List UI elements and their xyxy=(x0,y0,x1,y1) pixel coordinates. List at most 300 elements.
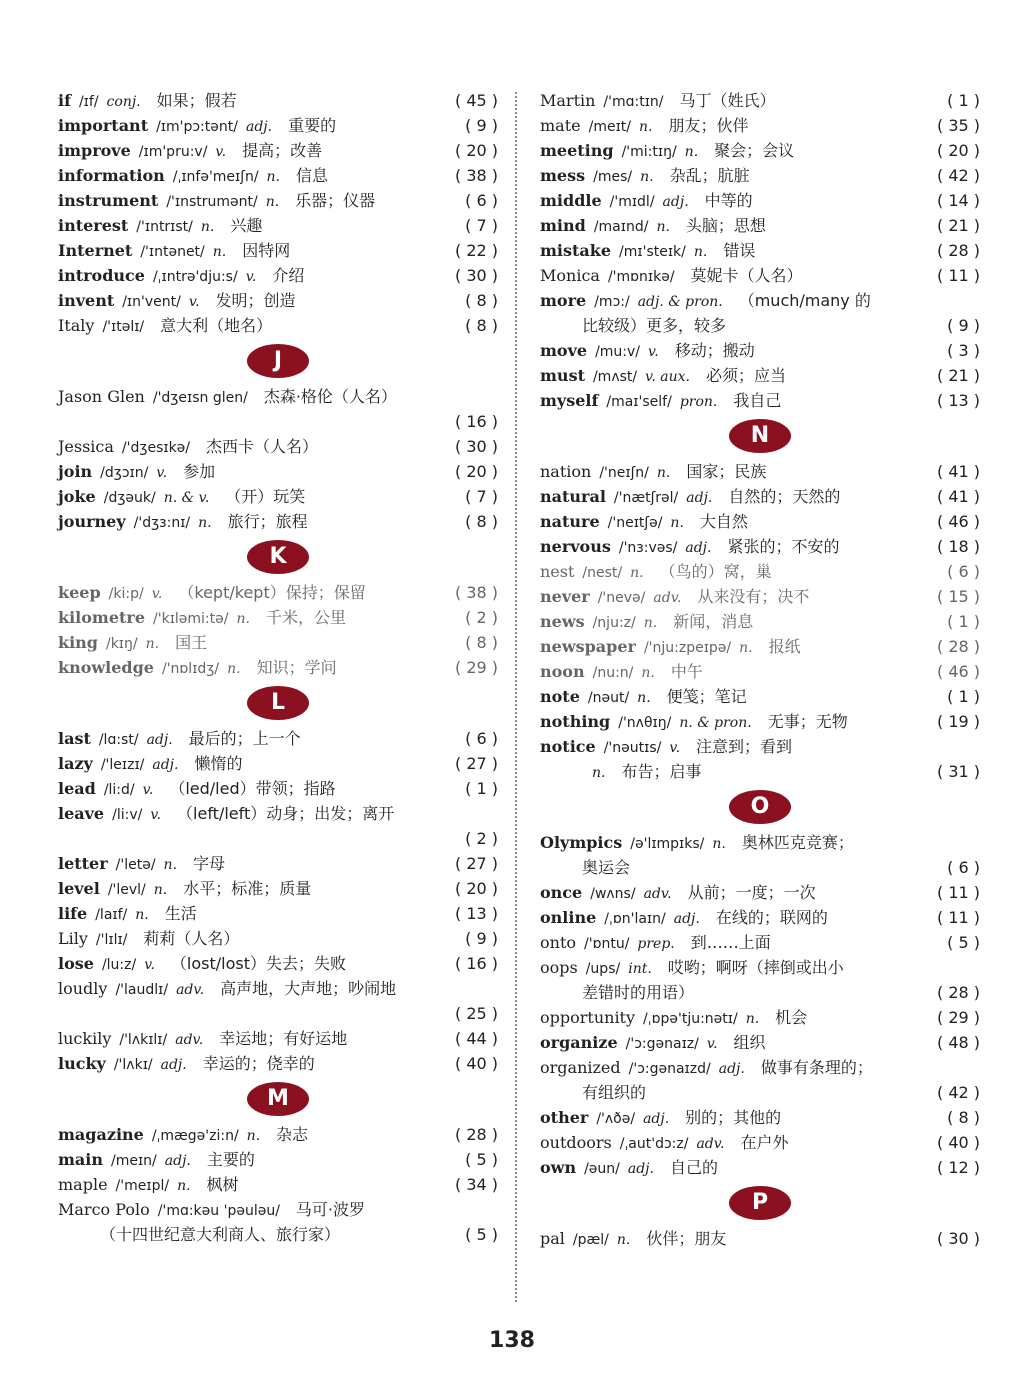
entry-unit-number: ( 18 ) xyxy=(936,537,980,556)
letter-header xyxy=(540,1180,980,1226)
entry-meaning: 哎哟；啊呀（摔倒或出小 xyxy=(667,958,844,977)
letter-header xyxy=(58,338,498,384)
entry-row xyxy=(58,1026,498,1051)
entry-unit-number: ( 42 ) xyxy=(936,1083,980,1102)
entry-part-of-speech: adj. & pron. xyxy=(637,294,723,310)
entry-part-of-speech: v. xyxy=(150,807,162,823)
entry-meaning: 信息 xyxy=(296,166,329,185)
entry-row xyxy=(58,213,498,238)
entry-unit-number: ( 9 ) xyxy=(465,116,498,135)
entry-word: introduce xyxy=(58,266,145,285)
entry-unit-number: ( 30 ) xyxy=(454,437,498,456)
entry-unit-number: ( 11 ) xyxy=(936,908,980,927)
entry-phonetic: /'mɪdl/ xyxy=(609,194,655,210)
entry-word: maple xyxy=(58,1175,108,1194)
entry-unit-number: ( 27 ) xyxy=(454,854,498,873)
entry-phonetic: /'lʌkɪlɪ/ xyxy=(119,1032,168,1048)
entry-row xyxy=(58,1122,498,1147)
entry-unit-number: ( 28 ) xyxy=(936,983,980,1002)
entry-row xyxy=(58,951,498,976)
entry-row xyxy=(58,1051,498,1076)
entry-phonetic: /mɔ:/ xyxy=(594,294,630,310)
entry-meaning: 杰森·格伦（人名） xyxy=(263,387,397,406)
entry-unit-number: ( 46 ) xyxy=(936,662,980,681)
entry-meaning: 做事有条理的； xyxy=(760,1058,873,1077)
entry-word: nervous xyxy=(540,537,611,556)
entry-meaning: 高声地，大声地；吵闹地 xyxy=(220,979,397,998)
entry-word: luckily xyxy=(58,1029,112,1048)
entry-word: must xyxy=(540,366,585,385)
letter-badge: P xyxy=(729,1186,791,1220)
entry-meaning: 自己的 xyxy=(669,1158,718,1177)
letter-badge: L xyxy=(247,686,309,720)
entry-meaning: 介绍 xyxy=(272,266,305,285)
entry-phonetic: /'leɪzɪ/ xyxy=(100,757,145,773)
letter-badge: J xyxy=(247,344,309,378)
entry-part-of-speech: v. xyxy=(156,465,168,481)
entry-unit-number: ( 7 ) xyxy=(465,487,498,506)
entry-row xyxy=(58,434,498,459)
entry-unit-number: ( 30 ) xyxy=(454,266,498,285)
entry-row xyxy=(58,138,498,163)
entry-row xyxy=(540,288,980,313)
entry-part-of-speech: n. xyxy=(640,169,654,185)
right-column xyxy=(540,88,980,1251)
letter-badge: K xyxy=(247,540,309,574)
entry-part-of-speech: v. xyxy=(245,269,257,285)
entry-phonetic: /ˌɪnfə'meɪʃn/ xyxy=(172,169,259,185)
entry-unit-number: ( 9 ) xyxy=(465,929,498,948)
entry-unit-number: ( 28 ) xyxy=(454,1125,498,1144)
entry-unit-number: ( 6 ) xyxy=(465,729,498,748)
entry-phonetic: /'neɪtʃə/ xyxy=(607,515,663,531)
entry-word: join xyxy=(58,462,93,481)
letter-header xyxy=(540,413,980,459)
entry-meaning: 中等的 xyxy=(704,191,753,210)
entry-meaning: 杂志 xyxy=(276,1125,309,1144)
entry-row xyxy=(58,580,498,605)
entry-part-of-speech: n. xyxy=(227,661,241,677)
entry-unit-number: ( 45 ) xyxy=(454,91,498,110)
entry-word: joke xyxy=(58,487,96,506)
entry-unit-number: ( 12 ) xyxy=(936,1158,980,1177)
entry-word: Jason Glen xyxy=(58,387,145,406)
entry-word: leave xyxy=(58,804,105,823)
entry-row xyxy=(540,163,980,188)
entry-part-of-speech: v. xyxy=(648,344,659,360)
entry-phonetic: /'nəutɪs/ xyxy=(603,740,662,756)
entry-part-of-speech: adj. xyxy=(662,194,689,210)
entry-part-of-speech: n. xyxy=(656,219,670,235)
entry-unit-number: ( 14 ) xyxy=(936,191,980,210)
entry-part-of-speech: n. xyxy=(236,611,250,627)
letter-badge: O xyxy=(729,790,791,824)
entry-word: note xyxy=(540,687,580,706)
entry-phonetic: /'mɑ:kəu 'pəuləu/ xyxy=(157,1203,280,1219)
entry-unit-number: ( 28 ) xyxy=(936,637,980,656)
entry-unit-number: ( 3 ) xyxy=(947,341,980,360)
entry-part-of-speech: adj. xyxy=(685,540,712,556)
entry-phonetic: /'ɔ:gənaɪz/ xyxy=(625,1036,699,1052)
entry-meaning: （led/led）带领；指路 xyxy=(169,779,336,798)
entry-row xyxy=(540,955,980,980)
entry-meaning: 大自然 xyxy=(699,512,748,531)
entry-unit-number: ( 7 ) xyxy=(465,216,498,235)
entry-phonetic: /dʒɔɪn/ xyxy=(100,465,149,481)
entry-phonetic: /maɪ'self/ xyxy=(606,394,672,410)
entry-phonetic: /'kɪləmi:tə/ xyxy=(153,611,229,627)
entry-phonetic: /'levl/ xyxy=(107,882,146,898)
entry-unit-number: ( 2 ) xyxy=(465,608,498,627)
entry-unit-number: ( 8 ) xyxy=(465,512,498,531)
entry-unit-number: ( 40 ) xyxy=(936,1133,980,1152)
entry-row xyxy=(58,630,498,655)
entry-meaning: 机会 xyxy=(775,1008,808,1027)
entry-row xyxy=(540,338,980,363)
entry-word: organize xyxy=(540,1033,618,1052)
entry-word: mind xyxy=(540,216,586,235)
entry-phonetic: /'dʒɜ:nɪ/ xyxy=(133,515,191,531)
entry-part-of-speech: n. xyxy=(145,636,160,652)
entry-meaning: 莫妮卡（人名） xyxy=(690,266,803,285)
entry-unit-number: ( 44 ) xyxy=(454,1029,498,1048)
entry-word: lucky xyxy=(58,1054,106,1073)
entry-phonetic: /ˌɒpə'tju:nətɪ/ xyxy=(643,1011,738,1027)
entry-part-of-speech: adj. xyxy=(164,1153,191,1169)
entry-meaning-cont: 比较级）更多，较多 xyxy=(582,316,727,335)
entry-phonetic: /'nætʃrəl/ xyxy=(613,490,679,506)
entry-word: lazy xyxy=(58,754,93,773)
entry-word: onto xyxy=(540,933,576,952)
entry-meaning: 头脑；思想 xyxy=(685,216,766,235)
entry-meaning: 国家；民族 xyxy=(686,462,767,481)
entry-meaning: 旅行；旅程 xyxy=(227,512,308,531)
entry-part-of-speech: adj. xyxy=(160,1057,187,1073)
entry-phonetic: /meɪn/ xyxy=(111,1153,157,1169)
entry-part-of-speech: n. xyxy=(200,219,215,235)
entry-unit-number: ( 29 ) xyxy=(454,658,498,677)
entry-word: mess xyxy=(540,166,586,185)
entry-phonetic: /lɑ:st/ xyxy=(98,732,139,748)
entry-word: invent xyxy=(58,291,115,310)
entry-row xyxy=(58,113,498,138)
entry-row xyxy=(58,1147,498,1172)
entry-word: natural xyxy=(540,487,606,506)
entry-part-of-speech: n. xyxy=(212,244,227,260)
entry-phonetic: /ɪm'pɔ:tənt/ xyxy=(156,119,238,135)
entry-part-of-speech: adj. xyxy=(686,490,713,506)
entry-meaning: 千米，公里 xyxy=(265,608,346,627)
entry-meaning: 组织 xyxy=(733,1033,766,1052)
entry-part-of-speech: n. xyxy=(656,465,671,481)
entry-row xyxy=(540,609,980,634)
entry-meaning: 从来没有；决不 xyxy=(697,587,810,606)
entry-part-of-speech: adv. xyxy=(176,982,205,998)
entry-meaning: 马丁（姓氏） xyxy=(679,91,776,110)
entry-unit-number: ( 16 ) xyxy=(454,954,498,973)
entry-unit-number: ( 38 ) xyxy=(454,166,498,185)
entry-meaning: 杰西卡（人名） xyxy=(206,437,319,456)
entry-row xyxy=(58,851,498,876)
entry-row xyxy=(540,1055,980,1080)
entry-unit-number: ( 28 ) xyxy=(936,241,980,260)
entry-unit-number: ( 9 ) xyxy=(947,316,980,335)
entry-unit-number: ( 1 ) xyxy=(947,91,980,110)
entry-row xyxy=(540,1105,980,1130)
entry-part-of-speech: v. aux. xyxy=(645,369,690,385)
entry-unit-number: ( 11 ) xyxy=(936,883,980,902)
entry-phonetic: /'lɪlɪ/ xyxy=(95,932,128,948)
entry-meaning: 懒惰的 xyxy=(194,754,243,773)
entry-continuation xyxy=(540,855,980,880)
entry-row xyxy=(540,138,980,163)
entry-word: once xyxy=(540,883,583,902)
entry-unit-number: ( 20 ) xyxy=(936,141,980,160)
entry-row xyxy=(58,88,498,113)
entry-word: organized xyxy=(540,1058,621,1077)
entry-unit-number: ( 48 ) xyxy=(936,1033,980,1052)
entry-phonetic: /'ɪntənet/ xyxy=(140,244,205,260)
entry-meaning: 生活 xyxy=(164,904,197,923)
entry-word: king xyxy=(58,633,98,652)
entry-row xyxy=(540,1030,980,1055)
entry-word: mistake xyxy=(540,241,612,260)
entry-part-of-speech: n. xyxy=(265,194,280,210)
entry-phonetic: /'nɜ:vəs/ xyxy=(618,540,678,556)
entry-word: knowledge xyxy=(58,658,154,677)
entry-part-of-speech: n. xyxy=(745,1011,760,1027)
entry-meaning: 聚会；会议 xyxy=(714,141,795,160)
entry-row xyxy=(540,188,980,213)
entry-phonetic: /'nevə/ xyxy=(597,590,646,606)
entry-phonetic: /dʒəuk/ xyxy=(103,490,156,506)
letter-header xyxy=(540,784,980,830)
entry-row xyxy=(540,734,980,759)
entry-part-of-speech: n. xyxy=(684,144,699,160)
entry-meaning: 无事；无物 xyxy=(767,712,848,731)
entry-meaning-cont: 有组织的 xyxy=(582,1083,647,1102)
entry-part-of-speech: prep. xyxy=(637,936,675,952)
entry-unit-number: ( 5 ) xyxy=(465,1150,498,1169)
entry-unit-number: ( 20 ) xyxy=(454,462,498,481)
entry-meaning: 如果；假若 xyxy=(156,91,237,110)
entry-unit-number: ( 11 ) xyxy=(936,266,980,285)
entry-word: loudly xyxy=(58,979,108,998)
entry-part-of-speech: adv. xyxy=(175,1032,204,1048)
entry-meaning: 便笺；笔记 xyxy=(666,687,747,706)
entry-word: never xyxy=(540,587,590,606)
entry-meaning: 发明；创造 xyxy=(215,291,296,310)
entry-row xyxy=(540,1130,980,1155)
entry-phonetic: /'mɑ:tɪn/ xyxy=(603,94,664,110)
entry-word: noon xyxy=(540,662,585,681)
entry-phonetic: /ɪf/ xyxy=(78,94,99,110)
entry-phonetic: /'meɪpl/ xyxy=(115,1178,170,1194)
entry-part-of-speech: n. & v. xyxy=(163,490,210,506)
entry-phonetic: /'laudlɪ/ xyxy=(115,982,169,998)
entry-unit-number: ( 27 ) xyxy=(454,754,498,773)
entry-meaning: （left/left）动身；出发；离开 xyxy=(177,804,395,823)
entry-meaning: 注意到；看到 xyxy=(696,737,793,756)
letter-badge: N xyxy=(729,419,791,453)
entry-unit-number: ( 1 ) xyxy=(947,612,980,631)
entry-word: Martin xyxy=(540,91,596,110)
entry-unit-number: ( 41 ) xyxy=(936,487,980,506)
entry-continuation xyxy=(540,980,980,1005)
entry-meaning: 从前；一度；一次 xyxy=(687,883,816,902)
entry-row xyxy=(540,559,980,584)
entry-row xyxy=(58,976,498,1001)
entry-row xyxy=(540,634,980,659)
entry-phonetic: /mu:v/ xyxy=(595,344,641,360)
entry-meaning: 朋友；伙伴 xyxy=(668,116,749,135)
entry-phonetic: /'dʒesɪkə/ xyxy=(121,440,191,456)
entry-part-of-speech: v. xyxy=(151,586,163,602)
entry-word: notice xyxy=(540,737,596,756)
entry-word: Lily xyxy=(58,929,88,948)
entry-part-of-speech: int. xyxy=(628,961,652,977)
entry-meaning: 紧张的；不安的 xyxy=(727,537,840,556)
entry-meaning: 重要的 xyxy=(288,116,337,135)
entry-row xyxy=(58,926,498,951)
entry-row xyxy=(58,776,498,801)
entry-row xyxy=(540,684,980,709)
entry-part-of-speech: adj. xyxy=(643,1111,670,1127)
entry-meaning: 马可·波罗 xyxy=(295,1200,366,1219)
entry-row xyxy=(58,238,498,263)
entry-phonetic: /li:v/ xyxy=(112,807,143,823)
entry-part-of-speech: adv. xyxy=(653,590,682,606)
entry-word: pal xyxy=(540,1229,565,1248)
entry-meaning: 报纸 xyxy=(768,637,801,656)
entry-meaning: 在线的；联网的 xyxy=(715,908,828,927)
entry-word: letter xyxy=(58,854,108,873)
entry-word: outdoors xyxy=(540,1133,612,1152)
entry-word: Italy xyxy=(58,316,95,335)
entry-row xyxy=(58,484,498,509)
entry-phonetic: /lu:z/ xyxy=(101,957,137,973)
entry-unit-number: ( 1 ) xyxy=(465,779,498,798)
entry-unit-number: ( 8 ) xyxy=(465,633,498,652)
entry-word: keep xyxy=(58,583,101,602)
entry-unit-number: ( 21 ) xyxy=(936,216,980,235)
entry-row xyxy=(540,830,980,855)
letter-header xyxy=(58,680,498,726)
column-divider xyxy=(515,92,517,1302)
entry-phonetic: /'ʌðə/ xyxy=(596,1111,636,1127)
entry-phonetic: /mʌst/ xyxy=(592,369,638,385)
entry-unit-number: ( 30 ) xyxy=(936,1229,980,1248)
entry-meaning: 我自己 xyxy=(733,391,782,410)
entry-phonetic: /kɪŋ/ xyxy=(105,636,138,652)
entry-part-of-speech: adv. xyxy=(643,886,672,902)
entry-word: online xyxy=(540,908,597,927)
entry-phonetic: /ˌɪntrə'dju:s/ xyxy=(152,269,238,285)
entry-unit-number: ( 25 ) xyxy=(454,1004,498,1023)
entry-row xyxy=(58,876,498,901)
entry-meaning: 自然的；天然的 xyxy=(728,487,841,506)
entry-row xyxy=(540,880,980,905)
entry-word: Jessica xyxy=(58,437,114,456)
entry-phonetic: /'nɒlɪdʒ/ xyxy=(161,661,220,677)
entry-continuation xyxy=(540,1080,980,1105)
entry-word: journey xyxy=(58,512,126,531)
entry-row xyxy=(58,459,498,484)
entry-row xyxy=(540,459,980,484)
entry-part-of-speech: adj. xyxy=(627,1161,654,1177)
letter-header xyxy=(58,534,498,580)
entry-row xyxy=(540,388,980,413)
entry-phonetic: /wʌns/ xyxy=(590,886,636,902)
entry-word: oops xyxy=(540,958,578,977)
entry-continuation xyxy=(58,409,498,434)
entry-word: opportunity xyxy=(540,1008,636,1027)
entry-meaning: 杂乱；肮脏 xyxy=(669,166,750,185)
entry-part-of-speech: adj. xyxy=(245,119,273,135)
entry-continuation xyxy=(540,313,980,338)
entry-word: Olympics xyxy=(540,833,623,852)
entry-part-of-speech: v. xyxy=(706,1036,718,1052)
entry-unit-number: ( 13 ) xyxy=(454,904,498,923)
entry-phonetic: /nu:n/ xyxy=(592,665,634,681)
entry-word: mate xyxy=(540,116,581,135)
entry-word: middle xyxy=(540,191,602,210)
entry-row xyxy=(58,163,498,188)
entry-phonetic: /ɪm'pru:v/ xyxy=(138,144,208,160)
entry-unit-number: ( 40 ) xyxy=(454,1054,498,1073)
entry-meaning: 因特网 xyxy=(242,241,291,260)
entry-unit-number: ( 29 ) xyxy=(936,1008,980,1027)
entry-part-of-speech: n. xyxy=(637,690,651,706)
entry-word: instrument xyxy=(58,191,159,210)
entry-part-of-speech: n. xyxy=(177,1178,191,1194)
entry-phonetic: /'mi:tɪŋ/ xyxy=(621,144,677,160)
entry-row xyxy=(540,484,980,509)
entry-word: important xyxy=(58,116,149,135)
entry-phonetic: /'ɔ:gənaɪzd/ xyxy=(628,1061,711,1077)
entry-meaning: 兴趣 xyxy=(230,216,263,235)
entry-part-of-speech: n. xyxy=(163,857,178,873)
entry-part-of-speech: n. xyxy=(670,515,684,531)
entry-row xyxy=(58,1172,498,1197)
left-column xyxy=(58,88,498,1247)
entry-phonetic: /mes/ xyxy=(593,169,633,185)
entry-unit-number: ( 19 ) xyxy=(936,712,980,731)
entry-word: information xyxy=(58,166,165,185)
entry-word: Internet xyxy=(58,241,133,260)
entry-unit-number: ( 35 ) xyxy=(936,116,980,135)
letter-badge: M xyxy=(247,1082,309,1116)
entry-unit-number: ( 8 ) xyxy=(947,1108,980,1127)
entry-phonetic: /mɪ'steɪk/ xyxy=(619,244,686,260)
entry-phonetic: /nest/ xyxy=(582,565,623,581)
entry-unit-number: ( 34 ) xyxy=(454,1175,498,1194)
entry-meaning: 字母 xyxy=(193,854,226,873)
entry-phonetic: /maɪnd/ xyxy=(593,219,649,235)
entry-unit-number: ( 6 ) xyxy=(947,858,980,877)
entry-word: newspaper xyxy=(540,637,636,656)
entry-phonetic: /'mɒnɪkə/ xyxy=(607,269,675,285)
entry-meaning-cont: （十四世纪意大利商人、旅行家） xyxy=(100,1225,341,1244)
entry-unit-number: ( 20 ) xyxy=(454,141,498,160)
entry-part-of-speech: v. xyxy=(142,782,154,798)
entry-word: if xyxy=(58,91,71,110)
entry-meaning: （kept/kept）保持；保留 xyxy=(178,583,366,602)
entry-row xyxy=(540,263,980,288)
entry-word: main xyxy=(58,1150,104,1169)
entry-unit-number: ( 5 ) xyxy=(465,1225,498,1244)
entry-meaning-cont: 差错时的用语） xyxy=(582,983,695,1002)
